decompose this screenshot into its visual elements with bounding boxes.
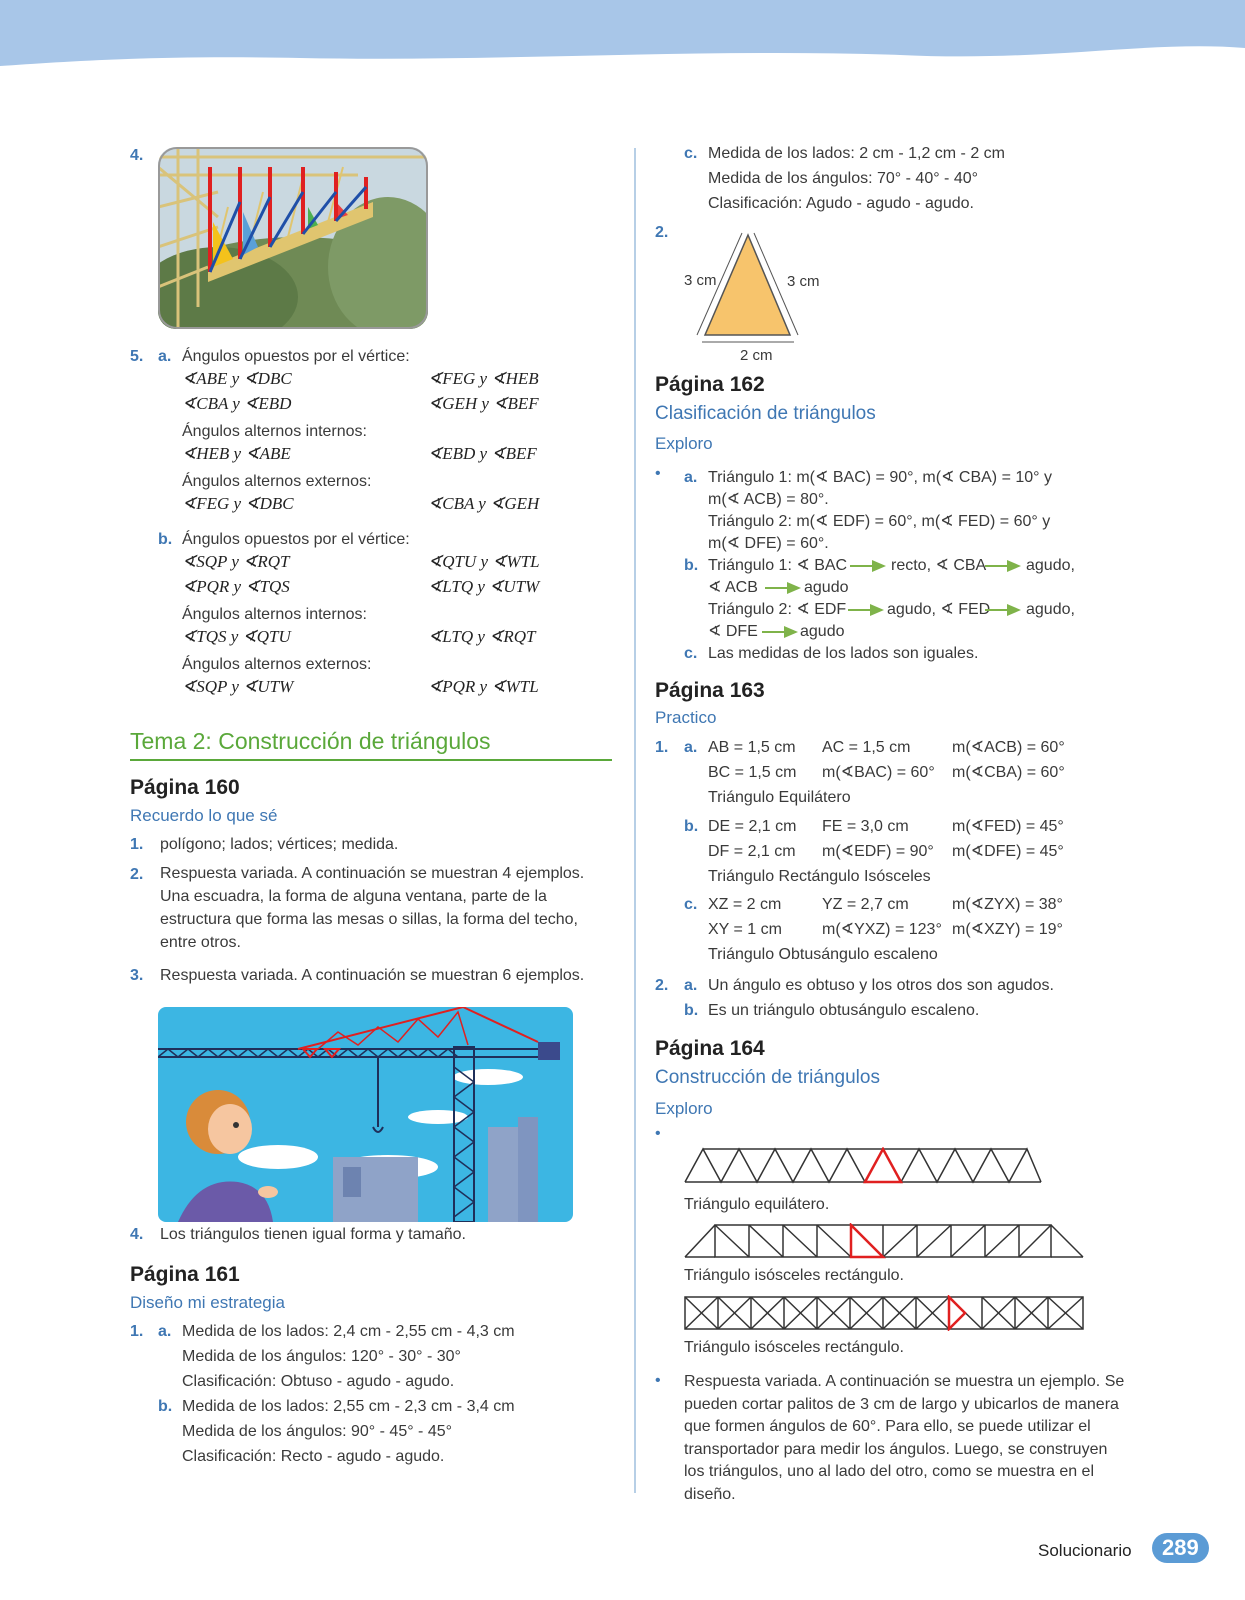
diagram-caption: Triángulo isósceles rectángulo. [684, 1339, 904, 1356]
subheading-text: Ángulos opuestos por el vértice: [182, 531, 410, 548]
exercise-number: 4. [130, 147, 144, 164]
triangle-type: Triángulo Equilátero [708, 789, 851, 806]
item-letter: c. [684, 896, 698, 913]
answer-text: agudo [804, 579, 849, 596]
item-number: 3. [130, 967, 144, 984]
answer-text: Medida de los ángulos: 90° - 45° - 45° [182, 1423, 453, 1440]
subheading-text: Ángulos alternos externos: [182, 473, 372, 490]
subheading-text: Ángulos alternos externos: [182, 656, 372, 673]
measure-cell: YZ = 2,7 cm [822, 896, 909, 913]
answer-text: Medida de los lados: 2 cm - 1,2 cm - 2 cm [708, 145, 1005, 162]
section-heading: Practico [655, 708, 717, 727]
angle-pair: ∢SQP y ∢UTW [182, 677, 294, 696]
measure-cell: m(∢EDF) = 90° [822, 843, 934, 860]
angle-pair: ∢GEH y ∢BEF [428, 394, 539, 413]
item-letter: c. [684, 645, 698, 662]
answer-text: Medida de los lados: 2,55 cm - 2,3 cm - 3,4 cm [182, 1398, 515, 1415]
answer-text: Clasificación: Obtuso - agudo - agudo. [182, 1373, 455, 1390]
angle-pair: ∢CBA y ∢EBD [182, 394, 292, 413]
item-letter: b. [684, 1002, 699, 1019]
answer-text: polígono; lados; vértices; medida. [160, 836, 399, 853]
measure-cell: XZ = 2 cm [708, 896, 782, 913]
answer-text: Los triángulos tienen igual forma y tamaño. [160, 1226, 466, 1243]
bullet-dot: • [655, 1372, 661, 1389]
answer-text: Triángulo 1: m(∢ BAC) = 90°, m(∢ CBA) = 10° y [708, 469, 1053, 486]
measure-cell: DF = 2,1 cm [708, 843, 796, 860]
bullet-dot: • [655, 1125, 661, 1142]
angle-pair: ∢PQR y ∢WTL [428, 677, 539, 696]
item-letter: a. [684, 469, 698, 486]
measure-cell: m(∢ACB) = 60° [952, 739, 1065, 756]
answer-text: agudo, [1026, 601, 1075, 618]
arrow-icon [850, 560, 886, 572]
angle-pair: ∢SQP y ∢RQT [182, 552, 290, 571]
measure-cell: m(∢XZY) = 19° [952, 921, 1063, 938]
right-isosceles-truss-diagram [683, 1223, 1086, 1259]
measure-cell: XY = 1 cm [708, 921, 782, 938]
item-letter: a. [684, 977, 698, 994]
measure-cell: m(∢CBA) = 60° [952, 764, 1065, 781]
section-heading: Construcción de triángulos [655, 1067, 880, 1088]
measure-cell: FE = 3,0 cm [822, 818, 909, 835]
item-number: 1. [130, 836, 144, 853]
item-number: 2. [655, 224, 669, 241]
item-letter: c. [684, 145, 698, 162]
section-heading: Diseño mi estrategia [130, 1293, 285, 1312]
side-label: 3 cm [787, 273, 820, 290]
triangle-type: Triángulo Obtusángulo escaleno [708, 946, 938, 963]
page-heading: Página 164 [655, 1037, 765, 1060]
answer-text: Respuesta variada. A continuación se muestran 6 ejemplos. [160, 967, 585, 984]
answer-text: Respuesta variada. A continuación se muestra un ejemplo. Se pueden cortar palitos de 3 cm de largo y ubicarlos de manera que formen ángulos de 60°. Para ello, se puede utilizar el transportador para medir los ángulos. Luego, se construyen los triángulos, uno al lado del otro, como se muestra en el diseño. [684, 1373, 1125, 1503]
subheading-text: Ángulos alternos internos: [182, 423, 367, 440]
side-label: 2 cm [740, 347, 773, 364]
answer-text: m(∢ DFE) = 60°. [708, 535, 829, 552]
angle-pair: ∢LTQ y ∢UTW [428, 577, 540, 596]
footer-label: Solucionario [1038, 1541, 1132, 1560]
column-divider [634, 148, 636, 1493]
bridge-photo [158, 147, 428, 329]
top-banner [0, 0, 1245, 70]
page-heading: Página 162 [655, 373, 765, 396]
angle-pair: ∢LTQ y ∢RQT [428, 627, 536, 646]
diagram-caption: Triángulo isósceles rectángulo. [684, 1267, 904, 1284]
angle-pair: ∢HEB y ∢ABE [182, 444, 291, 463]
item-number: 1. [130, 1323, 144, 1340]
answer-text: m(∢ ACB) = 80°. [708, 491, 829, 508]
measure-cell: m(∢FED) = 45° [952, 818, 1064, 835]
exercise-number: 5. [130, 348, 144, 365]
section-heading: Clasificación de triángulos [655, 403, 876, 424]
answer-text: recto, ∢ CBA [891, 557, 987, 574]
item-letter: a. [684, 739, 698, 756]
subheading-text: Ángulos alternos internos: [182, 606, 367, 623]
measure-cell: m(∢YXZ) = 123° [822, 921, 942, 938]
measure-cell: m(∢ZYX) = 38° [952, 896, 1063, 913]
arrow-icon [985, 604, 1021, 616]
measure-cell: m(∢BAC) = 60° [822, 764, 935, 781]
measure-cell: m(∢DFE) = 45° [952, 843, 1064, 860]
item-letter: b. [158, 531, 173, 548]
answer-text: Clasificación: Agudo - agudo - agudo. [708, 195, 974, 212]
item-letter: b. [158, 1398, 173, 1415]
arrow-icon [848, 604, 884, 616]
item-number: 2. [130, 866, 144, 883]
angle-pair: ∢FEG y ∢DBC [182, 494, 294, 513]
item-number: 4. [130, 1226, 144, 1243]
angle-pair: ∢CBA y ∢GEH [428, 494, 540, 513]
answer-text: Clasificación: Recto - agudo - agudo. [182, 1448, 445, 1465]
answer-text: ∢ ACB [708, 579, 758, 596]
answer-text: Medida de los ángulos: 70° - 40° - 40° [708, 170, 979, 187]
answer-text: agudo, [1026, 557, 1075, 574]
diagram-caption: Triángulo equilátero. [684, 1196, 830, 1213]
answer-text: ∢ DFE [708, 623, 758, 640]
bullet-dot: • [655, 465, 661, 482]
item-letter: a. [158, 1323, 172, 1340]
subheading-text: Ángulos opuestos por el vértice: [182, 348, 410, 365]
measure-cell: BC = 1,5 cm [708, 764, 797, 781]
answer-text: Un ángulo es obtuso y los otros dos son agudos. [708, 977, 1054, 994]
answer-text: Medida de los ángulos: 120° - 30° - 30° [182, 1348, 461, 1365]
item-letter: b. [684, 557, 699, 574]
topic-heading: Tema 2: Construcción de triángulos [130, 728, 491, 754]
page-heading: Página 161 [130, 1263, 240, 1286]
answer-text: Medida de los lados: 2,4 cm - 2,55 cm - 4,3 cm [182, 1323, 515, 1340]
measure-cell: AB = 1,5 cm [708, 739, 796, 756]
angle-pair: ∢FEG y ∢HEB [428, 369, 539, 388]
answer-text: agudo, ∢ FED [887, 601, 991, 618]
measure-cell: DE = 2,1 cm [708, 818, 797, 835]
angle-pair: ∢TQS y ∢QTU [182, 627, 291, 646]
section-heading: Recuerdo lo que sé [130, 806, 278, 825]
answer-text: agudo [800, 623, 845, 640]
item-letter: b. [684, 818, 699, 835]
page-number-badge: 289 [1152, 1533, 1209, 1563]
answer-text: Triángulo 2: m(∢ EDF) = 60°, m(∢ FED) = 60° y [708, 513, 1051, 530]
angle-pair: ∢ABE y ∢DBC [182, 369, 292, 388]
measure-cell: AC = 1,5 cm [822, 739, 911, 756]
answer-text: Respuesta variada. A continuación se muestran 4 ejemplos. Una escuadra, la forma de alguna ventana, parte de la estructura que forma las mesas o sillas, la forma del techo, entre otros. [160, 865, 585, 951]
equilateral-truss-diagram [683, 1147, 1043, 1185]
subsection-heading: Exploro [655, 1099, 713, 1118]
answer-text: Triángulo 2: ∢ EDF [708, 601, 847, 618]
side-label: 3 cm [684, 272, 717, 289]
angle-pair: ∢QTU y ∢WTL [428, 552, 540, 571]
x-braced-truss-diagram [683, 1295, 1086, 1331]
triangle-type: Triángulo Rectángulo Isósceles [708, 868, 931, 885]
subsection-heading: Exploro [655, 434, 713, 453]
item-letter: a. [158, 348, 172, 365]
answer-text: Triángulo 1: ∢ BAC [708, 557, 848, 574]
page-heading: Página 163 [655, 679, 765, 702]
arrow-icon [765, 582, 801, 594]
arrow-icon [985, 560, 1021, 572]
angle-pair: ∢EBD y ∢BEF [428, 444, 537, 463]
answer-text: Es un triángulo obtusángulo escaleno. [708, 1002, 980, 1019]
item-number: 1. [655, 739, 669, 756]
topic-underline [130, 759, 612, 761]
page-heading: Página 160 [130, 776, 240, 799]
item-number: 2. [655, 977, 669, 994]
arrow-icon [762, 626, 798, 638]
angle-pair: ∢PQR y ∢TQS [182, 577, 290, 596]
answer-text: Las medidas de los lados son iguales. [708, 645, 979, 662]
crane-illustration [158, 1007, 573, 1222]
